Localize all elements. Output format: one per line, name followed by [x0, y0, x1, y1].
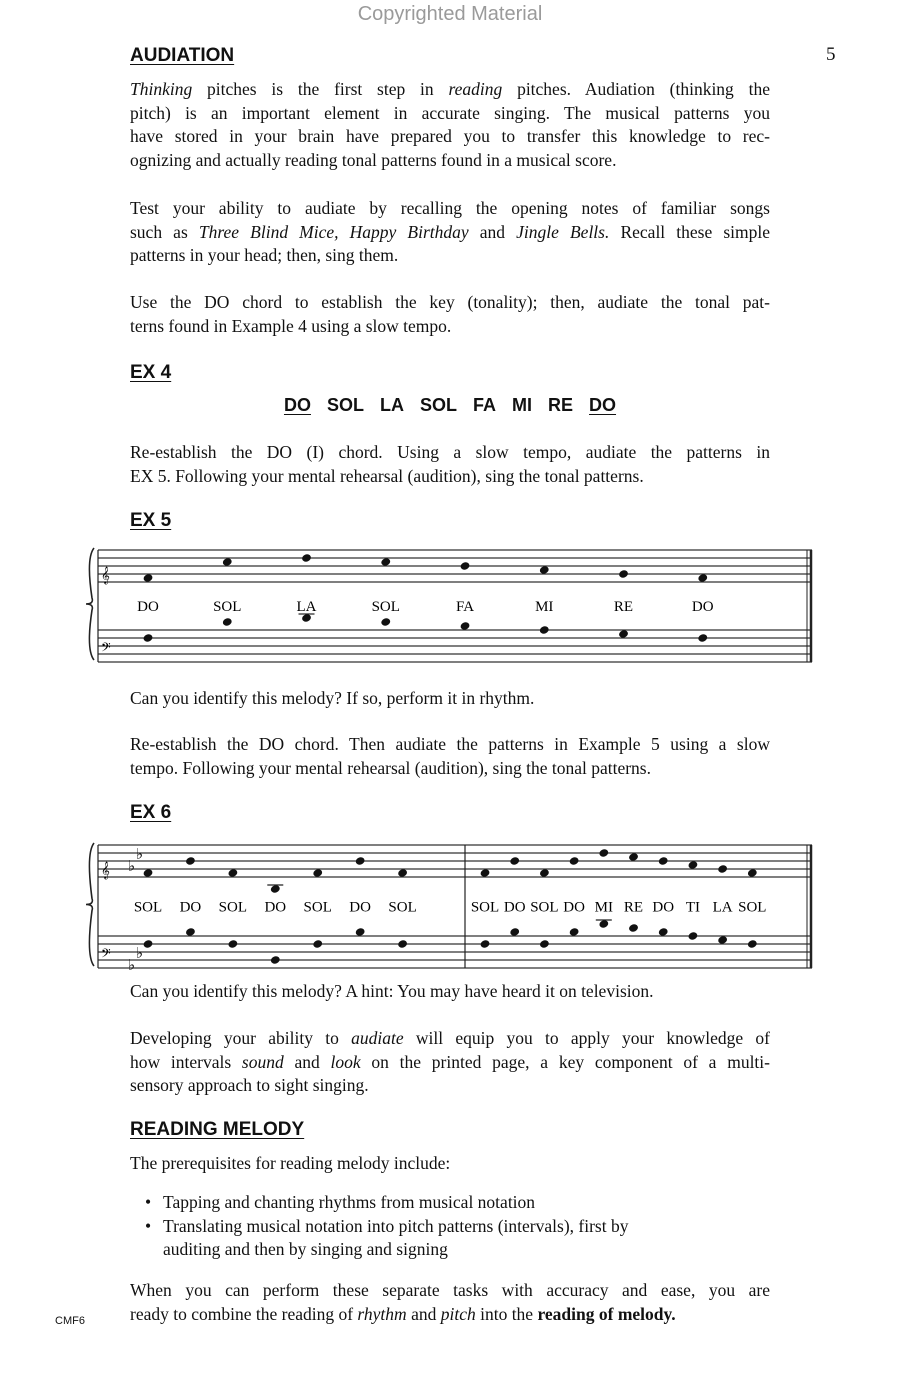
italic-text: sound	[241, 1051, 284, 1072]
solfege-label: DO	[137, 599, 159, 615]
paragraph	[130, 291, 770, 338]
text-line	[130, 441, 770, 465]
bass-note	[539, 939, 550, 949]
solfege-label: SOL	[388, 899, 417, 916]
brace	[86, 843, 94, 966]
flat-icon: ♭	[136, 946, 144, 962]
text-line	[130, 1303, 770, 1327]
paragraph	[130, 1279, 770, 1326]
solfege-label: DO	[691, 599, 714, 615]
section-heading-audiation: AUDIATION	[130, 45, 235, 66]
text: pitches. Audiation (thinking the	[502, 79, 770, 99]
text: pitches is the first step in	[192, 79, 449, 99]
treble-clef-icon: 𝄞	[101, 863, 110, 879]
bass-note	[397, 939, 408, 949]
italic-text: rhythm	[357, 1303, 407, 1324]
bass-note	[539, 625, 550, 635]
text: sensory approach to sight singing.	[130, 1075, 369, 1095]
paragraph	[130, 441, 770, 488]
section-heading-reading-melody: READING MELODY	[130, 1119, 305, 1140]
text-line	[130, 465, 770, 489]
solfege-syllable: DO	[589, 395, 617, 415]
bold-text: reading of melody.	[537, 1303, 676, 1324]
solfege-label: SOL	[470, 899, 500, 916]
flat-icon: ♭	[128, 859, 136, 875]
bullet-icon: •	[145, 1192, 152, 1212]
text-line	[130, 291, 770, 315]
list-item	[145, 1215, 628, 1262]
list-item-text	[163, 1191, 535, 1215]
text-line	[130, 980, 770, 1004]
solfege-label: SOL	[133, 899, 163, 916]
bass-note	[747, 939, 758, 949]
solfege-label: RE	[613, 599, 634, 615]
solfege-syllable: LA	[379, 395, 404, 415]
solfege-label: DO	[179, 899, 202, 916]
text-line	[130, 125, 770, 149]
text: Recall these simple	[609, 221, 770, 242]
list-item	[145, 1191, 628, 1215]
ex5-grand-staff	[0, 530, 900, 695]
solfege-label: MI	[594, 899, 613, 916]
bass-note	[143, 633, 154, 643]
solfege-syllable: RE	[548, 395, 574, 415]
treble-note	[618, 569, 629, 579]
italic-text: pitch	[440, 1303, 476, 1324]
text-line	[130, 1027, 770, 1051]
text: patterns in your head; then, sing them.	[130, 245, 399, 265]
text-line	[130, 757, 770, 781]
paragraph	[130, 1152, 770, 1176]
text: Developing your ability to	[130, 1028, 352, 1048]
text: tempo. Following your mental rehearsal (audition), sing the tonal patterns.	[130, 757, 651, 778]
text-line	[130, 687, 770, 711]
solfege-label: SOL	[530, 899, 559, 916]
bass-clef-icon: 𝄢	[101, 642, 111, 658]
prerequisite-list	[145, 1191, 628, 1262]
text-line	[130, 1279, 770, 1303]
solfege-syllable: MI	[512, 395, 533, 415]
text-line	[130, 1152, 770, 1176]
solfege-label: DO	[264, 899, 287, 916]
treble-note	[598, 848, 609, 858]
text: and	[468, 221, 517, 242]
example-heading-ex6: EX 6	[130, 802, 172, 823]
text: how intervals	[130, 1051, 242, 1072]
text: and	[283, 1051, 331, 1072]
solfege-label: FA	[455, 599, 475, 615]
text-line	[130, 315, 770, 339]
italic-text: Jingle Bells.	[516, 221, 610, 242]
solfege-label: LA	[712, 899, 733, 916]
text: on the printed page, a key component of a multi-	[360, 1051, 770, 1072]
text-line	[130, 197, 770, 221]
paragraph	[130, 1027, 770, 1098]
text: When you can perform these separate tasks with accuracy and ease, you are	[130, 1280, 770, 1300]
text: Can you identify this melody? A hint: You may have heard it on television.	[130, 981, 654, 1001]
paragraph	[130, 197, 770, 268]
solfege-label: DO	[503, 899, 526, 916]
treble-note	[658, 856, 669, 866]
bass-note	[687, 931, 698, 941]
ex4-solfege-pattern	[0, 395, 900, 416]
solfege-syllable: SOL	[326, 395, 364, 415]
solfege-syllable: DO	[283, 395, 311, 415]
text: Can you identify this melody? If so, perform it in rhythm.	[130, 688, 535, 708]
text-line: Translating musical notation into pitch patterns (intervals), first by	[163, 1215, 629, 1236]
text-line	[130, 221, 770, 245]
bass-note	[628, 923, 639, 933]
italic-text: reading	[448, 79, 503, 99]
bass-note	[143, 939, 154, 949]
text: Use the DO chord to establish the key (tonality); then, audiate the tonal pat-	[130, 292, 770, 312]
italic-text: look	[330, 1051, 361, 1072]
text-line	[130, 1051, 770, 1075]
text-line	[130, 733, 770, 757]
ex6-grand-staff	[0, 828, 900, 978]
text-line: Tapping and chanting rhythms from musical notation	[163, 1192, 536, 1212]
flat-icon: ♭	[136, 847, 144, 863]
solfege-label: DO	[563, 899, 585, 916]
paragraph	[130, 78, 770, 172]
text: EX 5. Following your mental rehearsal (audition), sing the tonal patterns.	[130, 465, 644, 486]
text: ognizing and actually reading tonal patterns found in a musical score.	[130, 149, 617, 170]
treble-note	[569, 856, 580, 866]
copyright-watermark: Copyrighted Material	[357, 3, 543, 25]
solfege-label: SOL	[218, 899, 248, 916]
text-line	[130, 1074, 770, 1098]
flat-icon: ♭	[128, 958, 136, 974]
solfege-label: DO	[652, 899, 675, 916]
bass-note	[312, 939, 323, 949]
example-heading-ex4: EX 4	[130, 362, 172, 383]
text: such as	[130, 221, 199, 242]
text: The prerequisites for reading melody include:	[130, 1153, 451, 1173]
list-item-text	[163, 1215, 628, 1262]
solfege-label: SOL	[738, 899, 767, 916]
text-line	[130, 149, 770, 173]
paragraph	[130, 980, 770, 1004]
treble-note	[460, 561, 471, 571]
solfege-label: SOL	[213, 599, 242, 615]
treble-note	[717, 864, 728, 874]
text: ready to combine the reading of	[130, 1303, 358, 1324]
page-number: 5	[826, 44, 836, 65]
bass-clef-icon: 𝄢	[101, 948, 111, 964]
solfege-label: TI	[685, 899, 700, 916]
treble-note	[301, 553, 312, 563]
text: and	[406, 1303, 441, 1324]
solfege-label: MI	[535, 599, 554, 615]
treble-note	[509, 856, 520, 866]
solfege-syllable: SOL	[419, 395, 457, 415]
text: into the	[475, 1303, 538, 1324]
solfege-label: SOL	[371, 599, 400, 615]
paragraph	[130, 733, 770, 780]
text: pitch) is an important element in accurate singing. The musical patterns you	[130, 102, 770, 123]
text: Re-establish the DO (I) chord. Using a slow tempo, audiate the patterns in	[130, 442, 770, 462]
bullet-icon: •	[145, 1215, 152, 1236]
text-line: auditing and then by singing and signing	[163, 1239, 448, 1259]
text: have stored in your brain have prepared you to transfer this knowledge to rec-	[130, 126, 770, 146]
text-line	[130, 102, 770, 126]
treble-clef-icon: 𝄞	[101, 568, 110, 584]
italic-text: audiate	[351, 1028, 404, 1048]
bass-note	[480, 939, 491, 949]
bass-note	[222, 617, 233, 627]
text: terns found in Example 4 using a slow tempo.	[130, 315, 452, 336]
italic-text: Thinking	[130, 79, 193, 99]
example-heading-ex5: EX 5	[130, 510, 172, 531]
catalog-code: CMF6	[55, 1315, 85, 1327]
text: will equip you to apply your knowledge of	[403, 1028, 770, 1048]
italic-text: Three Blind Mice, Happy Birthday	[198, 221, 469, 242]
treble-note	[355, 856, 366, 866]
text-line	[130, 78, 770, 102]
solfege-label: DO	[349, 899, 371, 916]
brace	[86, 548, 94, 660]
treble-note	[185, 856, 196, 866]
text: Re-establish the DO chord. Then audiate the patterns in Example 5 using a slow	[130, 734, 770, 754]
solfege-label: SOL	[303, 899, 332, 916]
solfege-label: RE	[623, 899, 644, 916]
paragraph	[130, 687, 770, 711]
bass-note	[380, 617, 391, 627]
bass-note	[697, 633, 708, 643]
bass-note	[227, 939, 238, 949]
bass-note	[270, 955, 281, 965]
solfege-syllable: FA	[473, 395, 497, 415]
text: Test your ability to audiate by recalling the opening notes of familiar songs	[130, 198, 770, 218]
text-line	[130, 244, 770, 268]
solfege-label: LA	[296, 599, 317, 615]
